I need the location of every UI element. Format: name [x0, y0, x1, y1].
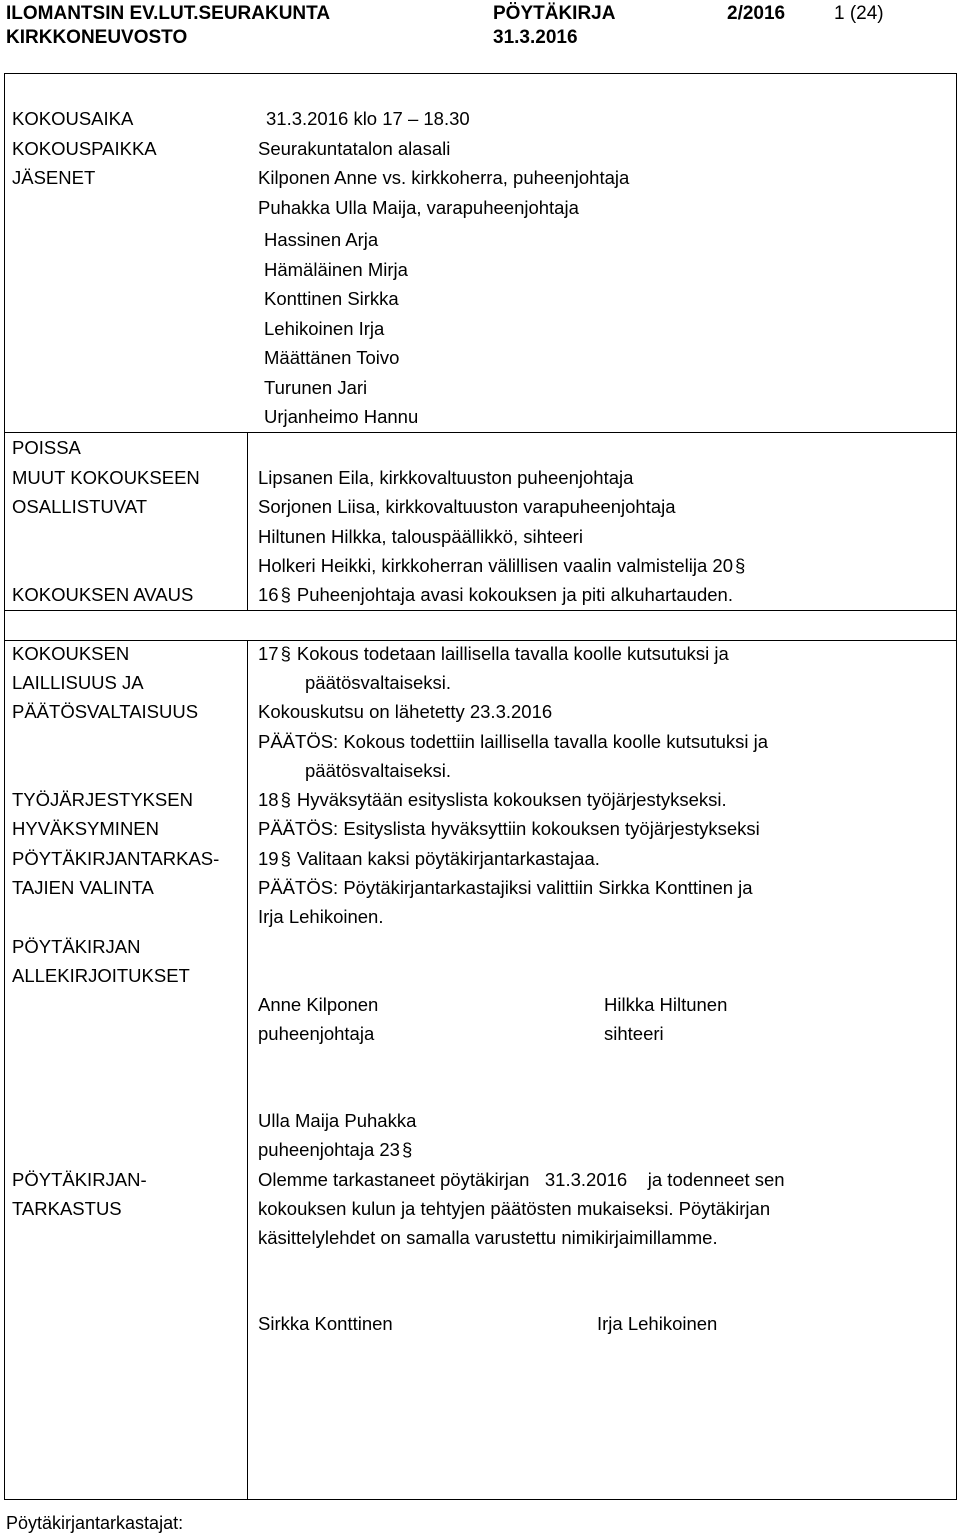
attendee-text: Holkeri Heikki, kirkkoherran välillisen vaalin valmistelija 20 — [258, 555, 734, 576]
column-divider — [247, 432, 248, 610]
section-number: 17 — [258, 643, 279, 664]
attendee-row: Hiltunen Hilkka, talouspäällikkö, sihteeri — [258, 526, 583, 547]
label-signatures-2: ALLEKIRJOITUKSET — [12, 965, 190, 986]
signer-name: Hilkka Hiltunen — [604, 994, 728, 1015]
meeting-time: 31.3.2016 klo 17 – 18.30 — [266, 108, 470, 129]
label-meeting-time: KOKOUSAIKA — [12, 108, 134, 129]
label-legality-1: KOKOUKSEN — [12, 643, 130, 664]
member-row: Lehikoinen Irja — [264, 318, 385, 339]
section-mark: § — [735, 555, 746, 576]
section-number: 19 — [258, 848, 279, 869]
attendee-row — [258, 554, 751, 578]
label-opening: KOKOUKSEN AVAUS — [12, 584, 194, 605]
review-date: 31.3.2016 — [544, 1169, 628, 1190]
label-review-2: TARKASTUS — [12, 1198, 122, 1219]
section-number: 18 — [258, 789, 279, 810]
section-text: Kokous todetaan laillisella tavalla koolle kutsutuksi ja — [296, 643, 729, 664]
section-17 — [258, 642, 729, 666]
member-row: Kilponen Anne vs. kirkkoherra, puheenjohtaja — [258, 167, 630, 188]
signer-role: sihteeri — [604, 1023, 664, 1044]
row-rule — [248, 432, 957, 433]
meeting-place: Seurakuntatalon alasali — [258, 138, 451, 159]
review-text-a: Olemme tarkastaneet pöytäkirjan — [258, 1169, 530, 1190]
doc-number: 2/2016 — [727, 3, 786, 24]
review-text-b: ja todenneet sen — [647, 1169, 785, 1190]
member-row: Hämäläinen Mirja — [264, 259, 408, 280]
checker-name: Irja Lehikoinen — [597, 1313, 718, 1334]
label-legality-2: LAILLISUUS JA — [12, 672, 144, 693]
label-others-2: OSALLISTUVAT — [12, 496, 148, 517]
minutes-frame — [4, 73, 957, 1500]
signer-name: Anne Kilponen — [258, 994, 379, 1015]
label-legality-3: PÄÄTÖSVALTAISUUS — [12, 701, 199, 722]
label-agenda-2: HYVÄKSYMINEN — [12, 818, 160, 839]
doc-type: PÖYTÄKIRJA — [493, 3, 616, 24]
label-absent: POISSA — [12, 437, 81, 458]
section-mark: § — [401, 1139, 413, 1160]
section-text: Kokouskutsu on lähetetty 23.3.2016 — [258, 701, 553, 722]
page-number: 1 (24) — [834, 3, 884, 24]
member-row: Määttänen Toivo — [264, 347, 400, 368]
label-checkers-1: PÖYTÄKIRJANTARKAS- — [12, 848, 220, 869]
review-text: kokouksen kulun ja tehtyjen päätösten mukaiseksi. Pöytäkirjan — [258, 1198, 771, 1219]
signer-role — [258, 1138, 418, 1162]
label-members: JÄSENET — [12, 167, 96, 188]
attendee-row: Lipsanen Eila, kirkkovaltuuston puheenjohtaja — [258, 467, 634, 488]
label-meeting-place: KOKOUSPAIKKA — [12, 138, 157, 159]
column-divider — [247, 640, 248, 1500]
label-others-1: MUUT KOKOUKSEEN — [12, 467, 200, 488]
label-agenda-1: TYÖJÄRJESTYKSEN — [12, 789, 193, 810]
decision-text: PÄÄTÖS: Pöytäkirjantarkastajiksi valittiin Sirkka Konttinen ja — [258, 877, 753, 898]
section-18 — [258, 788, 727, 812]
decision-text: päätösvaltaiseksi. — [305, 760, 452, 781]
label-checkers-2: TAJIEN VALINTA — [12, 877, 154, 898]
signer-role-text: puheenjohtaja 23 — [258, 1139, 400, 1160]
row-rule — [4, 432, 248, 433]
row-rule — [4, 610, 957, 611]
org-name: ILOMANTSIN EV.LUT.SEURAKUNTA — [6, 3, 331, 24]
review-text — [258, 1168, 785, 1192]
section-16 — [258, 583, 733, 607]
member-row: Konttinen Sirkka — [264, 288, 399, 309]
footer-checkers-label: Pöytäkirjantarkastajat: — [6, 1513, 184, 1533]
board-name: KIRKKONEUVOSTO — [6, 27, 188, 48]
section-text: Valitaan kaksi pöytäkirjantarkastajaa. — [296, 848, 600, 869]
signer-name: Ulla Maija Puhakka — [258, 1110, 417, 1131]
section-text: Puheenjohtaja avasi kokouksen ja piti alkuhartauden. — [296, 584, 733, 605]
section-mark: § — [280, 789, 291, 810]
decision-text: PÄÄTÖS: Esityslista hyväksyttiin kokouksen työjärjestykseksi — [258, 818, 760, 839]
decision-text: Irja Lehikoinen. — [258, 906, 384, 927]
member-row: Urjanheimo Hannu — [264, 406, 419, 427]
section-text: päätösvaltaiseksi. — [305, 672, 452, 693]
attendee-row: Sorjonen Liisa, kirkkovaltuuston varapuheenjohtaja — [258, 496, 676, 517]
member-row: Hassinen Arja — [264, 229, 379, 250]
review-text: käsittelylehdet on samalla varustettu nimikirjaimillamme. — [258, 1227, 718, 1248]
section-number: 16 — [258, 584, 279, 605]
row-rule — [4, 640, 957, 641]
signer-role: puheenjohtaja — [258, 1023, 375, 1044]
section-19 — [258, 847, 600, 871]
checker-name: Sirkka Konttinen — [258, 1313, 393, 1334]
section-mark: § — [280, 584, 291, 605]
section-text: Hyväksytään esityslista kokouksen työjärjestykseksi. — [296, 789, 727, 810]
meeting-date: 31.3.2016 — [493, 27, 578, 48]
section-mark: § — [280, 643, 291, 664]
label-review-1: PÖYTÄKIRJAN- — [12, 1169, 147, 1190]
section-mark: § — [280, 848, 291, 869]
member-row: Turunen Jari — [264, 377, 368, 398]
label-signatures-1: PÖYTÄKIRJAN — [12, 936, 141, 957]
decision-text: PÄÄTÖS: Kokous todettiin laillisella tavalla koolle kutsutuksi ja — [258, 731, 769, 752]
member-row: Puhakka Ulla Maija, varapuheenjohtaja — [258, 197, 579, 218]
